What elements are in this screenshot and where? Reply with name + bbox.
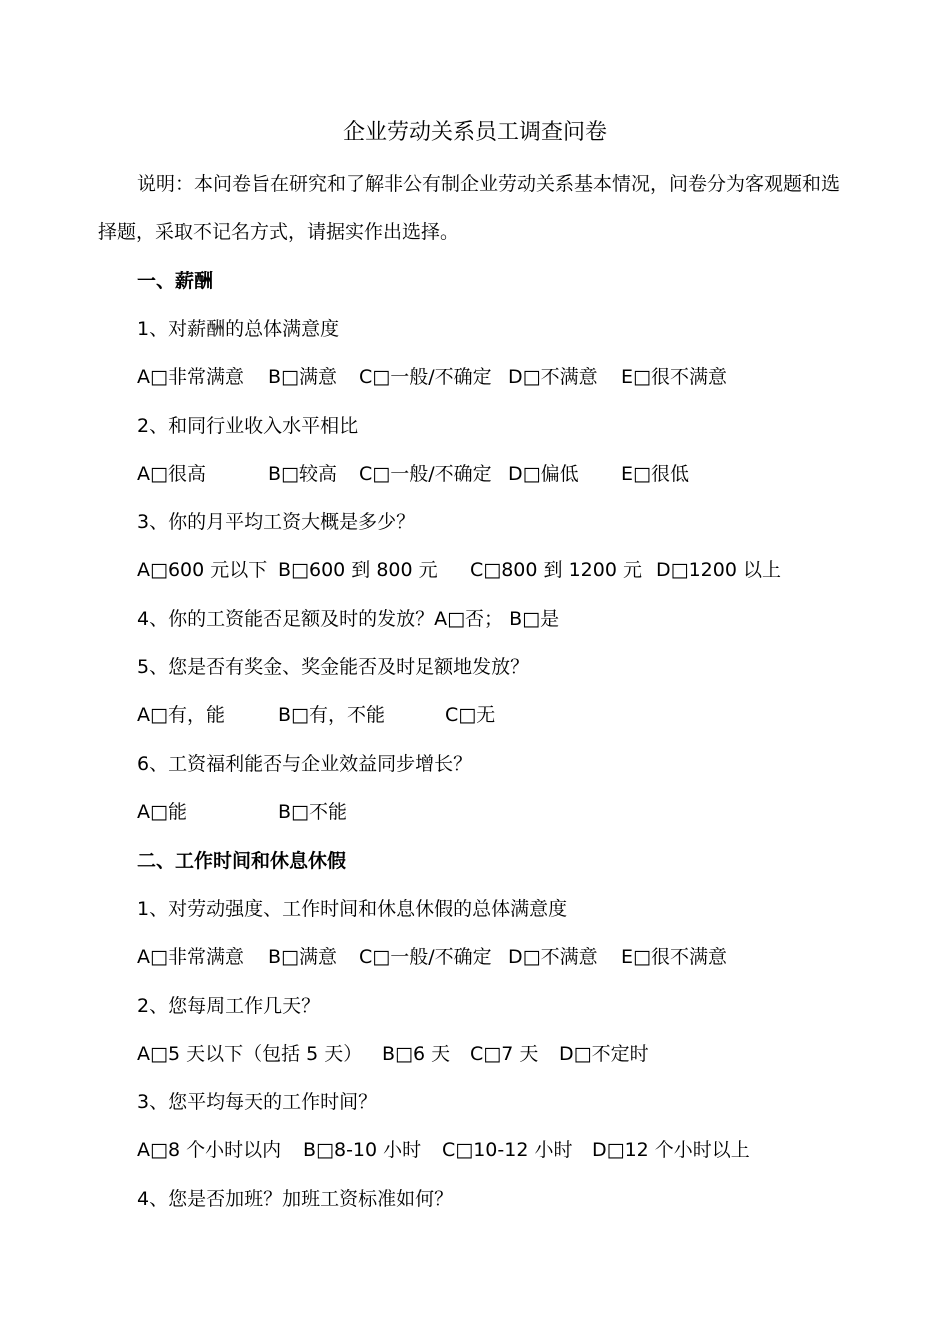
intro-text-line-2: 择题，采取不记名方式，请据实作出选择。: [98, 221, 460, 243]
page-title: 企业劳动关系员工调查问卷: [342, 120, 607, 145]
option-a[interactable]: A□能: [137, 801, 187, 823]
option-d[interactable]: D□不定时: [559, 1043, 649, 1065]
question-1-1: 1、对薪酬的总体满意度: [137, 318, 340, 340]
option-a[interactable]: A□很高: [137, 463, 206, 485]
option-c[interactable]: C□一般/不确定: [359, 463, 492, 485]
option-c[interactable]: C□10-12 小时: [442, 1139, 573, 1161]
option-a[interactable]: A□非常满意: [137, 366, 244, 388]
option-a[interactable]: A□8 个小时以内: [137, 1139, 282, 1161]
section-heading-salary: 一、薪酬: [137, 270, 214, 292]
option-a[interactable]: A□有，能: [137, 704, 225, 726]
option-b[interactable]: B□600 到 800 元: [278, 559, 438, 581]
question-1-5: 5、您是否有奖金、奖金能否及时足额地发放？: [137, 656, 530, 678]
option-d[interactable]: D□1200 以上: [656, 559, 781, 581]
option-b[interactable]: B□6 天: [382, 1043, 451, 1065]
intro-text-line-1: 说明：本问卷旨在研究和了解非公有制企业劳动关系基本情况，问卷分为客观题和选: [137, 173, 841, 195]
option-c[interactable]: C□一般/不确定: [359, 366, 492, 388]
option-b[interactable]: B□满意: [268, 946, 337, 968]
section-heading-working-hours: 二、工作时间和休息休假: [137, 850, 347, 872]
option-e[interactable]: E□很不满意: [621, 946, 727, 968]
option-a[interactable]: A□5 天以下（包括 5 天）: [137, 1043, 363, 1065]
question-2-1: 1、对劳动强度、工作时间和休息休假的总体满意度: [137, 898, 568, 920]
option-a[interactable]: A□非常满意: [137, 946, 244, 968]
question-1-2: 2、和同行业收入水平相比: [137, 415, 359, 437]
option-b[interactable]: B□有，不能: [278, 704, 385, 726]
option-d[interactable]: D□12 个小时以上: [592, 1139, 750, 1161]
option-e[interactable]: E□很低: [621, 463, 689, 485]
option-d[interactable]: D□不满意: [508, 946, 598, 968]
question-1-3: 3、你的月平均工资大概是多少？: [137, 511, 416, 533]
option-d[interactable]: D□不满意: [508, 366, 598, 388]
question-1-4: 4、你的工资能否足额及时的发放？A□否； B□是: [137, 608, 560, 630]
question-1-6: 6、工资福利能否与企业效益同步增长？: [137, 753, 473, 775]
option-b[interactable]: B□不能: [278, 801, 347, 823]
option-b[interactable]: B□满意: [268, 366, 337, 388]
option-c[interactable]: C□一般/不确定: [359, 946, 492, 968]
question-2-4: 4、您是否加班？加班工资标准如何？: [137, 1188, 454, 1210]
option-c[interactable]: C□800 到 1200 元: [470, 559, 642, 581]
option-e[interactable]: E□很不满意: [621, 366, 727, 388]
question-2-3: 3、您平均每天的工作时间？: [137, 1091, 378, 1113]
option-c[interactable]: C□7 天: [470, 1043, 539, 1065]
question-2-2: 2、您每周工作几天？: [137, 995, 321, 1017]
option-a[interactable]: A□600 元以下: [137, 559, 268, 581]
option-d[interactable]: D□偏低: [508, 463, 579, 485]
option-b[interactable]: B□8-10 小时: [303, 1139, 422, 1161]
option-c[interactable]: C□无: [445, 704, 496, 726]
option-b[interactable]: B□较高: [268, 463, 337, 485]
